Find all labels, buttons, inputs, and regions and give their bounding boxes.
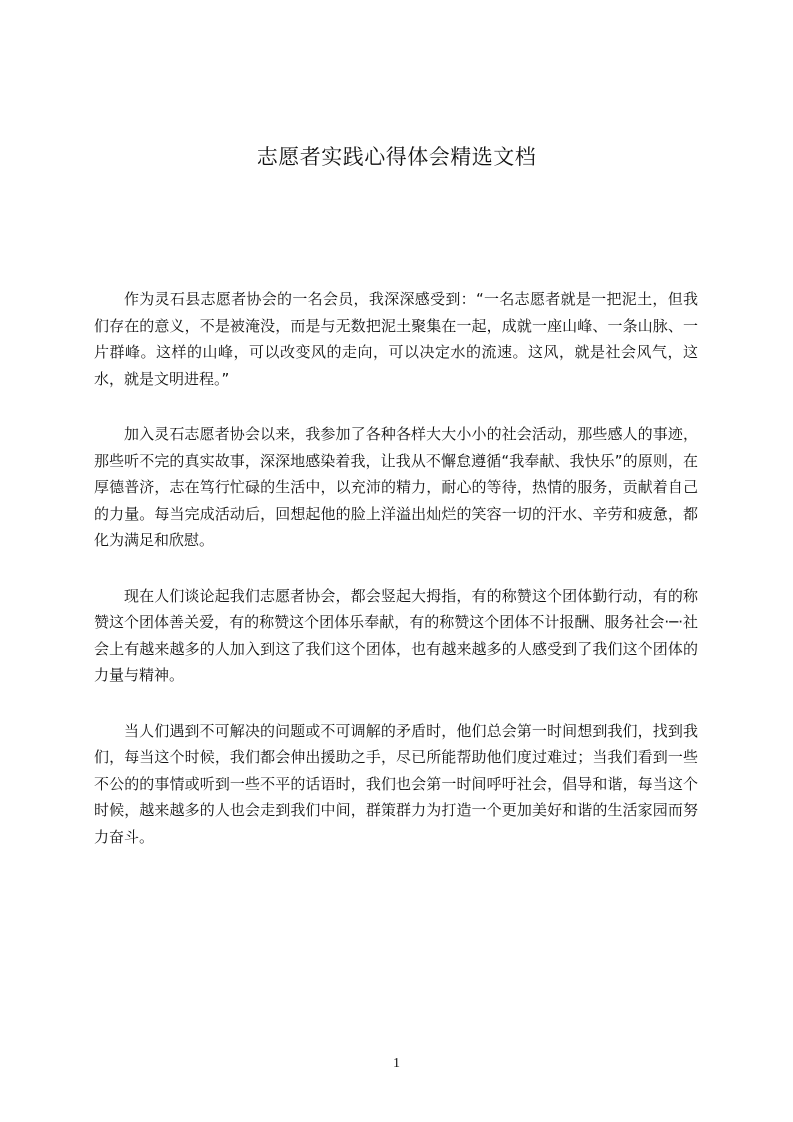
paragraph-4: 当人们遇到不可解决的问题或不可调解的矛盾时，他们总会第一时间想到我们，找到我们，每当这个时候，我们都会伸出援助之手，尽已所能帮助他们度过难过；当我们看到一些不公的的事情或听到一些不平的话语时，我们也会第一时间呼吁社会，倡导和谐，每当这个时候，越来越多的人也会走到我们中间，群策群力为打造一个更加美好和谐的生活家园而努力奋斗。	[94, 721, 698, 846]
page-number: 1	[393, 1056, 400, 1071]
paragraph-1: 作为灵石县志愿者协会的一名会员，我深深感受到：“一名志愿者就是一把泥土，但我们存在的意义，不是被淹没，而是与无数把泥土聚集在一起，成就一座山峰、一条山脉、一片群峰。这样的山峰，可以改变风的走向，可以决定水的流速。这风，就是社会风气，这水，就是文明进程。”	[94, 290, 698, 388]
page-title: 志愿者实践心得体会精选文档	[256, 145, 537, 169]
paragraph-2: 加入灵石志愿者协会以来，我参加了各种各样大大小小的社会活动，那些感人的事迹，那些听不完的真实故事，深深地感染着我，让我从不懈怠遵循“我奉献、我快乐”的原则，在厚德普济，志在笃行忙碌的生活中，以充沛的精力，耐心的等待，热情的服务，贡献着自己的力量。每当完成活动后，回想起他的脸上洋溢出灿烂的笑容一切的汗水、辛劳和疲惫，都化为满足和欣慰。	[94, 425, 698, 549]
paragraph-3: 现在人们谈论起我们志愿者协会，都会竖起大拇指，有的称赞这个团体勤行动，有的称赞这个团体善关爱，有的称赞这个团体乐奉献，有的称赞这个团体不计报酬、服务社会·─·社会上有越来越多的人加入到这了我们这个团体，也有越来越多的人感受到了我们这个团体的力量与精神。	[94, 586, 698, 684]
document-body	[94, 286, 698, 879]
